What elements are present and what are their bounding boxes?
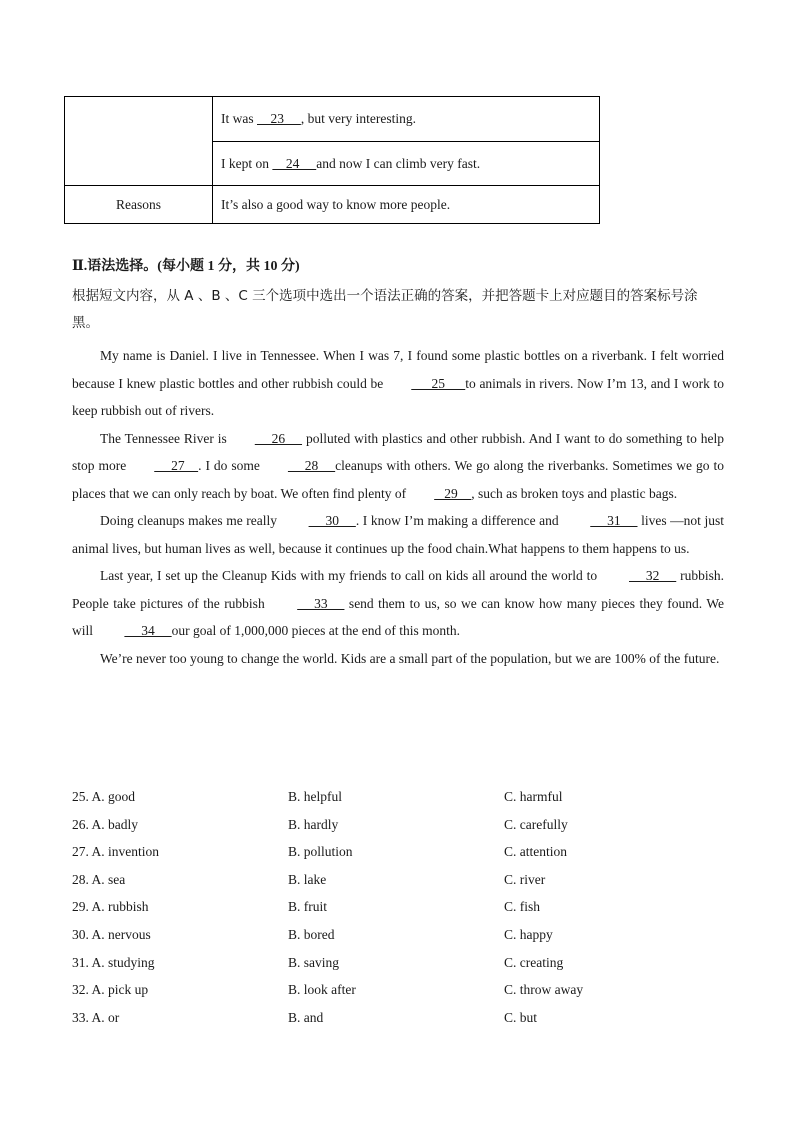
table-cell-reasons-label: Reasons [65,186,213,224]
option-row [72,783,732,811]
table-cell [213,97,600,142]
option-c: C. creating [504,954,564,970]
option-row [72,838,732,866]
option-row [72,921,732,949]
blank-30: 30 [308,513,356,528]
option-a: 32. A. pick up [72,982,149,998]
reading-table [64,96,600,224]
option-b: B. fruit [288,899,327,915]
option-b: B. lake [288,871,327,887]
option-row [72,1004,732,1032]
option-row [72,866,732,894]
option-a: 33. A. or [72,1009,120,1025]
blank-31: 31 [590,513,638,528]
option-c: C. happy [504,926,553,942]
passage-paragraph [72,562,724,645]
option-row [72,976,732,1004]
passage-paragraph [72,342,724,425]
option-c: C. fish [504,899,541,915]
passage-text: The Tennessee River is [100,430,227,446]
passage-text: send them to us, so we can know how many pieces they found. We will [72,595,724,638]
passage-text: our goal of 1,000,000 pieces at the end of this month. [171,623,460,638]
passage-text: polluted with plastics and other rubbish. And I want to do something to help stop more [72,430,724,473]
passage-text: lives —not just animal lives, but human lives as well, because it continues up the food chain.What happens to them happens to us. [72,513,724,556]
passage-paragraph [72,425,724,508]
cell-text: I kept on [221,155,273,171]
blank-25: 25 [411,375,466,391]
option-b: B. bored [288,926,335,942]
option-a: 30. A. nervous [72,926,151,942]
answer-options [72,783,732,1031]
table-row [65,97,600,142]
passage-text: . I know I’m making a difference and [355,513,563,528]
option-b: B. helpful [288,789,342,804]
option-b: B. and [288,1009,324,1025]
passage-text: cleanups with others. We go along the riverbanks. Sometimes we go to places that we can only reach by boat. We often find plenty of [72,458,725,501]
passage-text: , such as broken toys and plastic bags. [471,485,678,501]
option-row [72,893,732,921]
blank-27: 27 [154,458,199,473]
cell-text: and now I can climb very fast. [316,155,481,171]
passage-text: My name is Daniel. I live in Tennessee. When I was 7, I found some plastic bottles on a riverbank. I felt worried because I knew plastic bottles and other rubbish could be [72,348,724,391]
passage-text: . I do some [198,458,260,473]
option-b: B. hardly [288,816,339,832]
option-b: B. saving [288,954,340,970]
option-c: C. attention [504,844,567,860]
section-heading: Ⅱ.语法选择。(每小题 1 分，共 10 分) [72,259,300,274]
section-instructions: 根据短文内容，从 A 、B 、C 三个选项中选出一个语法正确的答案，并把答题卡上对应题目的答案标号涂黑。 [72,288,698,331]
option-a: 26. A. badly [72,816,138,832]
option-a: 31. A. studying [72,954,155,970]
blank-24: 24 [272,155,317,171]
passage-text: Last year, I set up the Cleanup Kids with my friends to call on kids all around the world to [100,568,601,583]
option-c: C. river [504,871,546,887]
table-row [65,186,600,224]
option-c: C. carefully [504,816,568,832]
option-row [72,811,732,839]
option-a: 25. A. good [72,789,136,804]
cloze-passage [72,342,724,672]
cell-text: It was [221,111,257,126]
passage-text: Doing cleanups makes me really [100,513,281,528]
option-c: C. harmful [504,789,563,804]
option-a: 28. A. sea [72,871,126,887]
blank-34: 34 [124,623,172,638]
table-cell-empty [65,97,213,186]
option-b: B. look after [288,982,356,998]
table-cell: It’s also a good way to know more people. [213,186,600,224]
passage-text: to animals in rivers. Now I’m 13, and I work to keep rubbish out of rivers. [72,375,724,418]
blank-26: 26 [254,430,303,446]
passage-paragraph: We’re never too young to change the world. Kids are a small part of the population, but we are 100% of the future. [100,650,720,666]
blank-29: 29 [434,485,472,501]
blank-32: 32 [629,568,677,583]
option-c: C. but [504,1009,538,1025]
option-b: B. pollution [288,844,353,860]
blank-28: 28 [287,458,336,473]
passage-paragraph [72,507,724,562]
option-a: 27. A. invention [72,844,159,860]
cell-text: , but very interesting. [300,111,416,126]
table-cell [213,142,600,186]
option-c: C. throw away [504,982,584,998]
blank-33: 33 [297,595,345,611]
option-a: 29. A. rubbish [72,899,149,915]
passage-text: rubbish. People take pictures of the rubbish [72,568,725,611]
blank-23: 23 [257,111,301,126]
option-row [72,949,732,977]
